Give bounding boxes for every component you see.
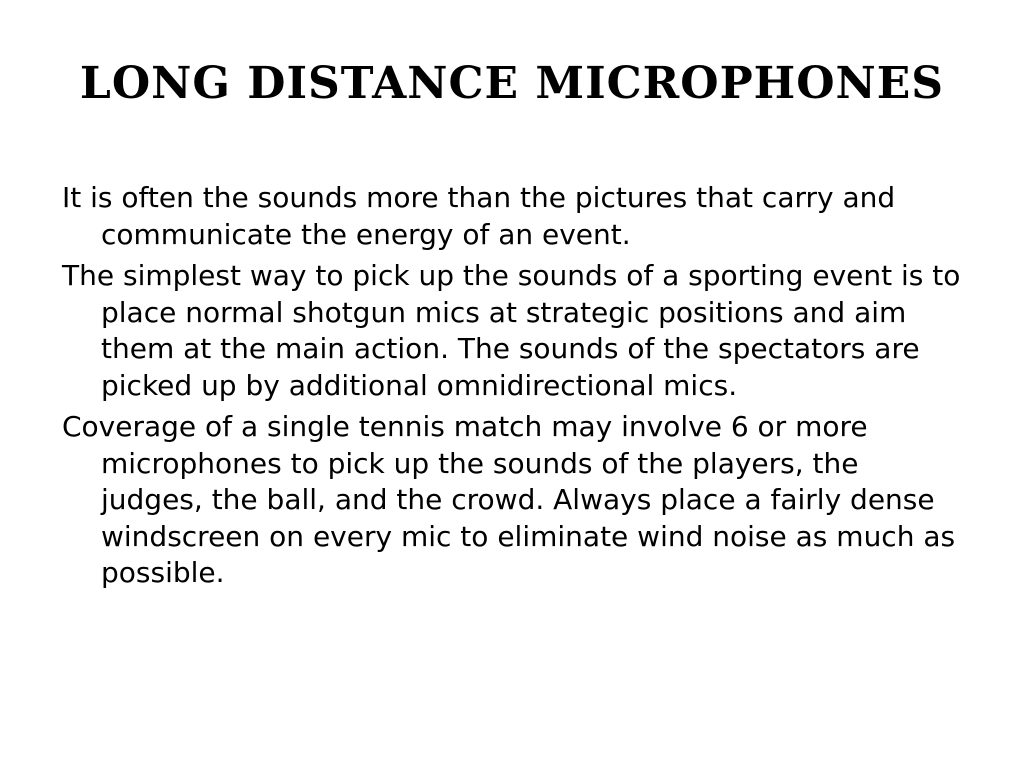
slide-title: LONG DISTANCE MICROPHONES bbox=[79, 58, 945, 109]
paragraph: It is often the sounds more than the pictures that carry and communicate the energy of an event. bbox=[62, 181, 896, 251]
slide-body bbox=[62, 180, 967, 597]
paragraph: Coverage of a single tennis match may involve 6 or more microphones to pick up the sounds of the players, the judges, the ball, and the crowd. Always place a fairly dense windscreen on every mic to eliminate wind noise as much as possible. bbox=[62, 410, 956, 589]
paragraph: The simplest way to pick up the sounds of a sporting event is to place normal shotgun mics at strategic positions and aim them at the main action. The sounds of the spectators are picked up by additional omnidirectional mics. bbox=[62, 259, 961, 402]
